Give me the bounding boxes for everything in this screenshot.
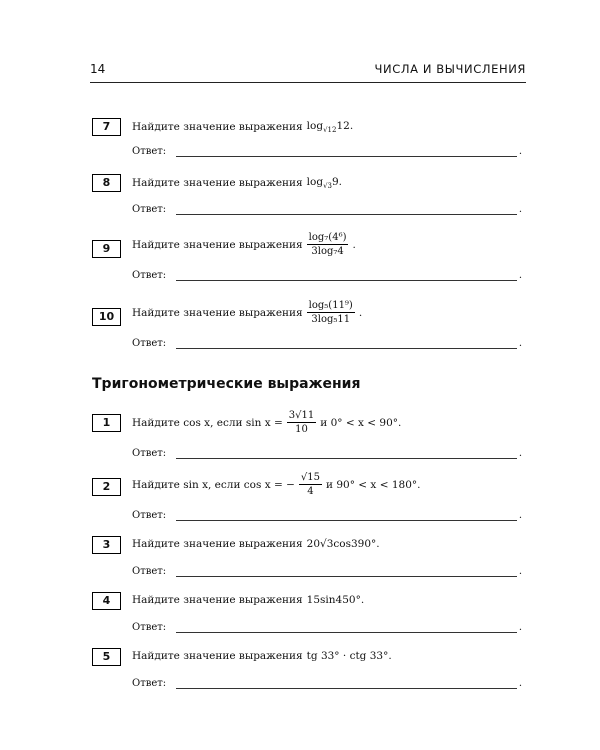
answer-line[interactable]: Ответ: .: [132, 566, 522, 577]
answer-label: Ответ:: [132, 678, 167, 689]
task-number: 7: [92, 118, 121, 136]
task-statement: [132, 650, 392, 662]
fraction: $\frac{√15}{4}$: [300, 472, 321, 497]
running-title: ЧИСЛА И ВЫЧИСЛЕНИЯ: [374, 62, 526, 76]
answer-label: Ответ:: [132, 510, 167, 521]
answer-label: Ответ:: [132, 146, 167, 157]
task-statement: Найдите значение выражения $\frac{\text{log₅(11⁹)}}{\text{3log₅11}}$ .: [132, 300, 363, 325]
statement-text: Найдите sin x, если cos x = −: [132, 478, 295, 491]
statement-text: Найдите значение выражения: [132, 238, 303, 251]
page-number: 14: [90, 62, 106, 76]
task-number: 10: [92, 308, 121, 326]
section-title: Тригонометрические выражения: [92, 376, 361, 392]
statement-text: Найдите значение выражения: [132, 306, 303, 319]
answer-line[interactable]: Ответ: .: [132, 678, 522, 689]
page-header: [90, 58, 526, 83]
statement-text: Найдите значение выражения: [132, 594, 303, 606]
answer-label: Ответ:: [132, 448, 167, 459]
fraction: $\frac{3√11}{10}$: [288, 410, 315, 435]
task-number: 5: [92, 648, 121, 666]
answer-line[interactable]: Ответ: .: [132, 622, 522, 633]
answer-label: Ответ:: [132, 204, 167, 215]
fraction: $\frac{\text{log₇(4⁶)}}{\text{3log₇4}}$: [308, 232, 347, 257]
statement-text: Найдите значение выражения: [132, 121, 303, 133]
answer-line[interactable]: Ответ: .: [132, 448, 522, 459]
task-statement: [132, 472, 420, 497]
task-number: 9: [92, 240, 121, 258]
task-number: 2: [92, 478, 121, 496]
answer-line[interactable]: Ответ: .: [132, 270, 522, 281]
math-expression: $\log_{√3}9$.: [306, 176, 343, 190]
task-statement: [132, 594, 364, 606]
answer-line[interactable]: Ответ: .: [132, 146, 522, 157]
math-expression: $\log_{√12}12$.: [306, 120, 354, 134]
answer-label: Ответ:: [132, 338, 167, 349]
statement-text: Найдите значение выражения: [132, 650, 303, 662]
task-statement: Найдите значение выражения $\frac{\text{log₇(4⁶)}}{\text{3log₇4}}$ .: [132, 232, 356, 257]
condition: и 0° < x < 90°.: [320, 416, 402, 429]
answer-label: Ответ:: [132, 622, 167, 633]
answer-line[interactable]: Ответ: .: [132, 510, 522, 521]
math-expression: tg 33° · ctg 33°.: [306, 650, 392, 662]
task-statement: [132, 120, 353, 134]
fraction: $\frac{\text{log₅(11⁹)}}{\text{3log₅11}}$: [308, 300, 353, 325]
task-statement: [132, 410, 401, 435]
answer-line[interactable]: Ответ: .: [132, 204, 522, 215]
math-expression: 20√3cos390°.: [306, 538, 380, 550]
task-number: 8: [92, 174, 121, 192]
task-statement: [132, 176, 342, 190]
answer-line[interactable]: Ответ: .: [132, 338, 522, 349]
task-number: 3: [92, 536, 121, 554]
task-number: 4: [92, 592, 121, 610]
condition: и 90° < x < 180°.: [326, 478, 421, 491]
statement-text: Найдите cos x, если sin x =: [132, 416, 283, 429]
task-statement: [132, 538, 380, 550]
math-expression: 15sin450°.: [306, 594, 365, 606]
statement-text: Найдите значение выражения: [132, 538, 303, 550]
answer-label: Ответ:: [132, 270, 167, 281]
answer-label: Ответ:: [132, 566, 167, 577]
statement-text: Найдите значение выражения: [132, 177, 303, 189]
task-number: 1: [92, 414, 121, 432]
